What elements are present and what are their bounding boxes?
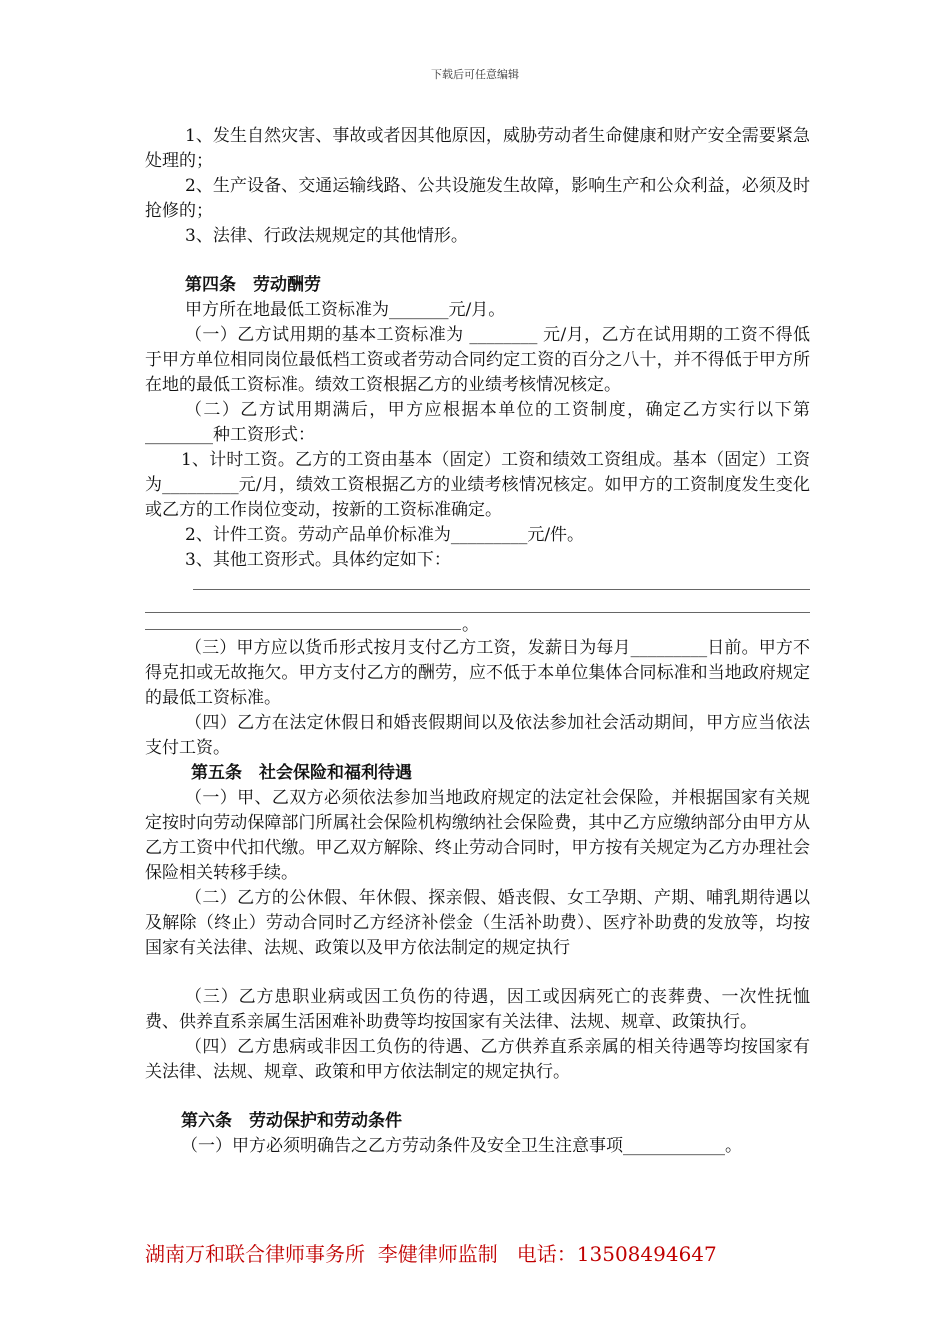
article-4-paragraph-2: （二）乙方试用期满后，甲方应根据本单位的工资制度，确定乙方实行以下第________种工资形式： xyxy=(145,400,810,445)
clause-item-1: 1、发生自然灾害、事故或者因其他原因，威胁劳动者生命健康和财产安全需要紧急处理的； xyxy=(145,126,810,171)
article-4-paragraph-3: （三）甲方应以货币形式按月支付乙方工资，发薪日为每月_________日前。甲方不得克扣或无故拖欠。甲方支付乙方的酬劳，应不低于本单位集体合同标准和当地政府规定的最低工资标准。 xyxy=(145,638,810,708)
article-4-paragraph-4: （四）乙方在法定休假日和婚丧假期间以及依法参加社会活动期间，甲方应当依法支付工资。 xyxy=(145,713,810,758)
article-6-title: 第六条 劳动保护和劳动条件 xyxy=(181,1111,402,1131)
article-5-paragraph-3: （三）乙方患职业病或因工负伤的待遇，因工或因病死亡的丧葬费、一次性抚恤费、供养直系亲属生活困难补助费等均按国家有关法律、法规、规章、政策执行。 xyxy=(145,987,810,1032)
page-header: 下载后可任意编辑 xyxy=(431,68,519,81)
footer-attribution: 湖南万和联合律师事务所 李健律师监制 电话：13508494647 xyxy=(145,1242,717,1266)
article-4-wage-type-3: 3、其他工资形式。具体约定如下： xyxy=(185,550,451,570)
article-4-wage-type-1: 1、计时工资。乙方的工资由基本（固定）工资和绩效工资组成。基本（固定）工资为_________元/月，绩效工资根据乙方的业绩考核情况核定。如甲方的工资制度发生变化或乙方的工作岗位变动，按新的工资标准确定。 xyxy=(145,450,810,520)
article-5-title: 第五条 社会保险和福利待遇 xyxy=(191,763,412,783)
article-4-title: 第四条 劳动酬劳 xyxy=(185,275,321,295)
clause-item-2: 2、生产设备、交通运输线路、公共设施发生故障，影响生产和公众利益，必须及时抢修的； xyxy=(145,176,810,221)
document-body xyxy=(145,124,810,1159)
blank-line-3 xyxy=(145,629,461,630)
article-4-paragraph-1: （一）乙方试用期的基本工资标准为 ________ 元/月，乙方在试用期的工资不得低于甲方单位相同岗位最低档工资或者劳动合同约定工资的百分之八十，并不得低于甲方所在地的最低工资标准。绩效工资根据乙方的业绩考核情况核定。 xyxy=(145,325,810,395)
article-5-paragraph-1: （一）甲、乙双方必须依法参加当地政府规定的法定社会保险，并根据国家有关规定按时向劳动保障部门所属社会保险机构缴纳社会保险费，其中乙方应缴纳部分由甲方从乙方工资中代扣代缴。甲乙双方解除、终止劳动合同时，甲方按有关规定为乙方办理社会保险相关转移手续。 xyxy=(145,788,810,883)
clause-item-3: 3、法律、行政法规规定的其他情形。 xyxy=(185,226,468,246)
article-5-paragraph-2: （二）乙方的公休假、年休假、探亲假、婚丧假、女工孕期、产期、哺乳期待遇以及解除（终止）劳动合同时乙方经济补偿金（生活补助费）、医疗补助费的发放等，均按国家有关法律、法规、政策以及甲方依法制定的规定执行 xyxy=(145,888,810,958)
article-4-min-wage: 甲方所在地最低工资标准为_______元/月。 xyxy=(185,300,506,320)
article-4-wage-type-2: 2、计件工资。劳动产品单价标准为_________元/件。 xyxy=(185,525,585,545)
article-5-paragraph-4: （四）乙方患病或非因工负伤的待遇、乙方供养直系亲属的相关待遇等均按国家有关法律、法规、规章、政策和甲方依法制定的规定执行。 xyxy=(145,1037,810,1082)
article-6-paragraph-1: （一）甲方必须明确告之乙方劳动条件及安全卫生注意事项____________。 xyxy=(181,1136,742,1156)
blank-line-end: 。 xyxy=(462,615,479,635)
